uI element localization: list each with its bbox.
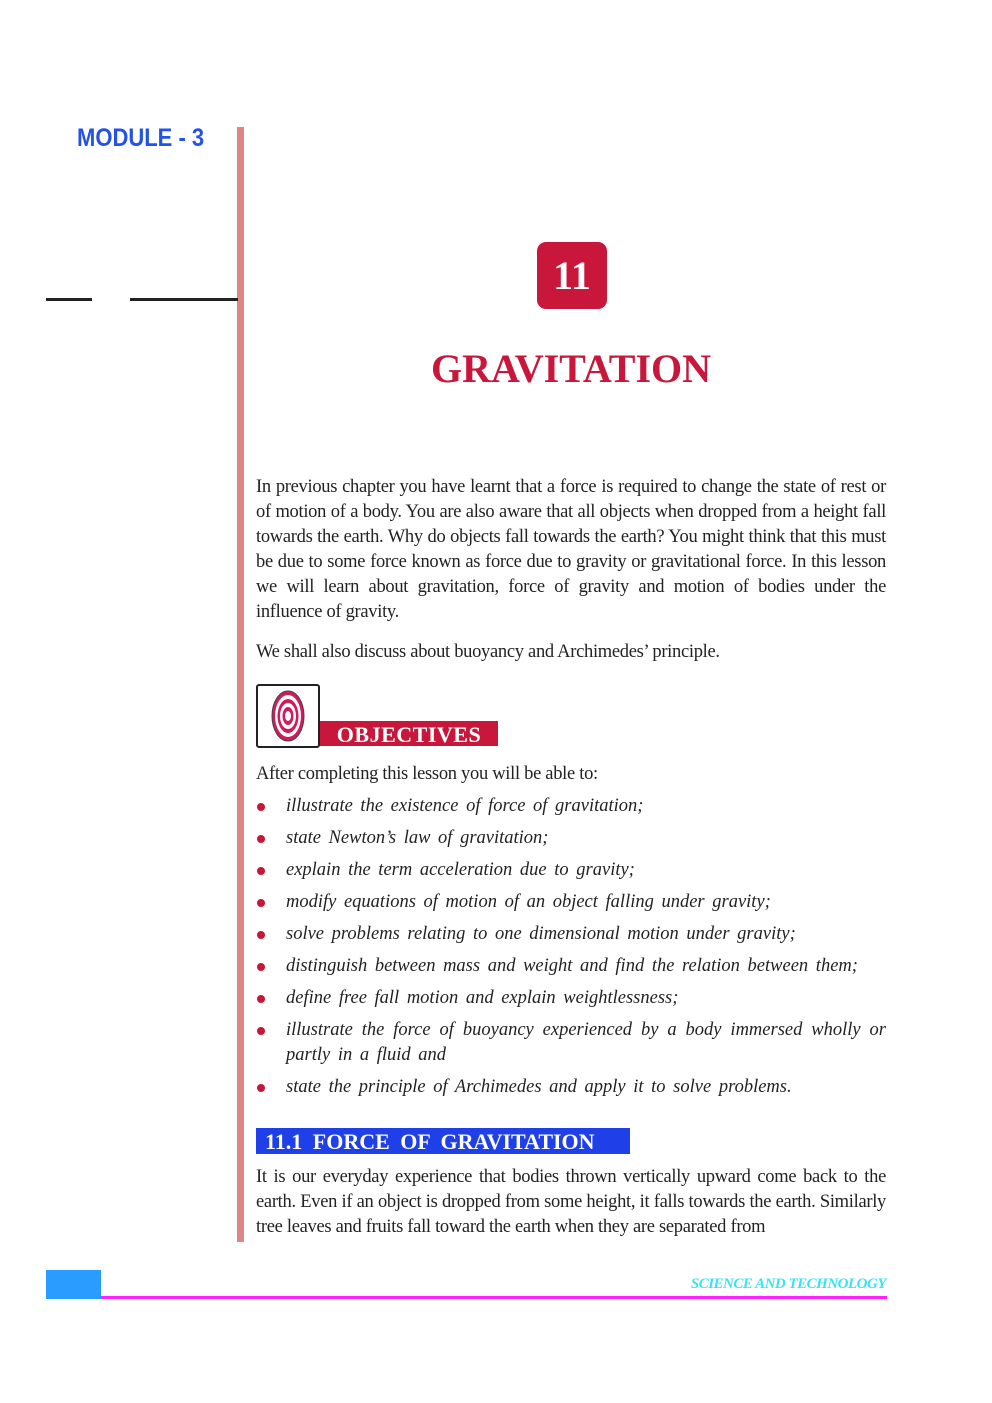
- list-item: state Newton’s law of gravitation;: [256, 826, 886, 851]
- bullet-icon: [257, 1084, 265, 1092]
- margin-rule-long: [130, 298, 238, 301]
- list-item: define free fall motion and explain weightlessness;: [256, 986, 886, 1011]
- objectives-lead: After completing this lesson you will be able to:: [256, 764, 598, 784]
- list-item: distinguish between mass and weight and find the relation between them;: [256, 954, 886, 979]
- bullet-icon: [257, 867, 265, 875]
- bullet-icon: [257, 963, 265, 971]
- section-paragraph: It is our everyday experience that bodies thrown vertically upward come back to the earth. Even if an object is dropped from some height, it falls towards the earth. Similarly tree leaves and fruits fall toward the earth when they are separated from: [256, 1167, 886, 1237]
- list-item: illustrate the existence of force of gravitation;: [256, 794, 886, 819]
- intro-paragraph: In previous chapter you have learnt that a force is required to change the state of rest or of motion of a body. You are also aware that all objects when dropped from a height fall towards the earth. Why do objects fall towards the earth? You might think that this must be due to some force known as force due to gravity or gravitational force. In this lesson we will learn about gravitation, force of gravity and motion of bodies under the influence of gravity.: [256, 477, 886, 622]
- chapter-title: GRAVITATION: [430, 346, 712, 391]
- bullet-icon: [257, 835, 265, 843]
- chapter-number: 11: [537, 242, 607, 309]
- section-heading: 11.1 FORCE OF GRAVITATION: [256, 1128, 630, 1154]
- list-item: modify equations of motion of an object falling under gravity;: [256, 890, 886, 915]
- objectives-heading: OBJECTIVES: [320, 721, 498, 746]
- list-item: illustrate the force of buoyancy experienced by a body immersed wholly or partly in a fluid and: [256, 1018, 886, 1068]
- bullet-icon: [257, 995, 265, 1003]
- objectives-list: [256, 794, 886, 1107]
- footer-rule: [101, 1296, 887, 1299]
- list-item: explain the term acceleration due to gravity;: [256, 858, 886, 883]
- module-label: MODULE - 3: [77, 124, 205, 152]
- bullet-icon: [257, 803, 265, 811]
- list-item: state the principle of Archimedes and apply it to solve problems.: [256, 1075, 886, 1100]
- bullet-icon: [257, 899, 265, 907]
- footer-title: SCIENCE AND TECHNOLOGY: [690, 1276, 886, 1292]
- bullet-icon: [257, 931, 265, 939]
- intro-paragraph-2: We shall also discuss about buoyancy and Archimedes’ principle.: [256, 642, 720, 662]
- margin-rule-short: [46, 298, 92, 301]
- list-item: solve problems relating to one dimensional motion under gravity;: [256, 922, 886, 947]
- page-number-box: [46, 1270, 101, 1299]
- bullet-icon: [257, 1027, 265, 1035]
- margin-bar: [237, 127, 244, 1242]
- target-icon: [256, 684, 320, 748]
